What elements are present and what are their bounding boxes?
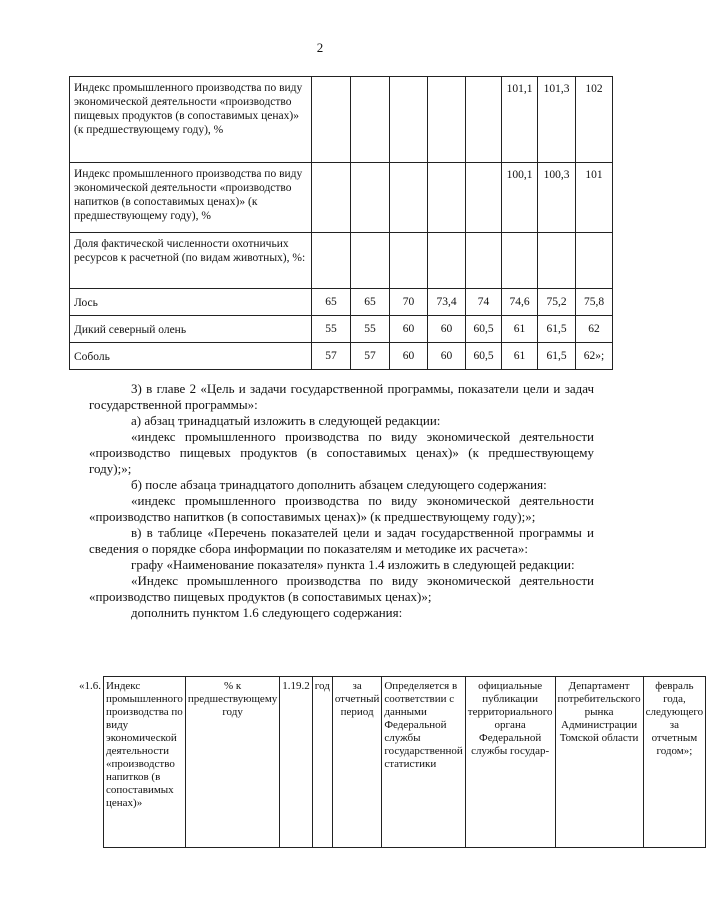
cell [428, 77, 466, 163]
paragraph: б) после абзаца тринадцатого дополнить абзацем следующего содержания: [131, 477, 547, 492]
cell: 101,3 [538, 77, 576, 163]
cell: 60 [428, 316, 466, 343]
amendment-text [89, 381, 594, 621]
periodicity: год [312, 677, 332, 848]
indicator-1-6-table [77, 676, 706, 848]
cell: 101 [576, 163, 613, 233]
cell: 61,5 [538, 316, 576, 343]
row-label: Доля фактической численности охотничьих ресурсов к расчетной (по видам животных), %: [70, 233, 312, 289]
cell: 62»; [576, 343, 613, 370]
cell [351, 77, 390, 163]
cell [576, 233, 613, 289]
page-number: 2 [316, 40, 324, 55]
cell: 55 [312, 316, 351, 343]
cell: 60 [390, 343, 428, 370]
cell [428, 163, 466, 233]
paragraph: графу «Наименование показателя» пункта 1.4 изложить в следующей редакции: [131, 557, 575, 572]
cell [466, 163, 502, 233]
cell: 61 [502, 343, 538, 370]
paragraph: «индекс промышленного производства по виду экономической деятельности «производство пищевых продуктов (в сопоставимых ценах)» (к предшествующему году);»; [89, 429, 594, 476]
table-row [77, 677, 706, 848]
table-row [70, 77, 613, 163]
cell [466, 233, 502, 289]
cell: 61,5 [538, 343, 576, 370]
cell: 65 [351, 289, 390, 316]
cell [312, 233, 351, 289]
cell: 60,5 [466, 316, 502, 343]
cell: 74,6 [502, 289, 538, 316]
cell: 57 [351, 343, 390, 370]
row-label: Лось [70, 289, 312, 316]
cell [428, 233, 466, 289]
paragraph: дополнить пунктом 1.6 следующего содержания: [131, 605, 403, 620]
cell: 75,8 [576, 289, 613, 316]
table-row [70, 289, 613, 316]
cell [351, 163, 390, 233]
cell [538, 233, 576, 289]
cell: 62 [576, 316, 613, 343]
unit: % к предшествующему году [185, 677, 279, 848]
row-label: Индекс промышленного производства по виду экономической деятельности «производство напитков (в сопоставимых ценах)» (к предшествующему году), % [70, 163, 312, 233]
cell: 73,4 [428, 289, 466, 316]
cell [312, 77, 351, 163]
cell [466, 77, 502, 163]
table-row [70, 233, 613, 289]
row-label: Дикий северный олень [70, 316, 312, 343]
cell: 74 [466, 289, 502, 316]
table-row [70, 163, 613, 233]
row-label: Соболь [70, 343, 312, 370]
cell: 100,1 [502, 163, 538, 233]
indicator-name: Индекс промышленного производства по виду экономической деятельности «производство напитков (в сопоставимых ценах)» [104, 677, 186, 848]
cell: 60 [390, 316, 428, 343]
responsible: Департамент потребительского рынка Администрации Томской области [555, 677, 643, 848]
cell [390, 77, 428, 163]
cell: 100,3 [538, 163, 576, 233]
cell: 70 [390, 289, 428, 316]
paragraph: «Индекс промышленного производства по виду экономической деятельности «производство пищевых продуктов (в сопоставимых ценах)»; [89, 573, 594, 604]
time-characteristic: за отчетный период [332, 677, 382, 848]
cell: 75,2 [538, 289, 576, 316]
cell: 102 [576, 77, 613, 163]
table-row [70, 316, 613, 343]
cell: 61 [502, 316, 538, 343]
cell: 101,1 [502, 77, 538, 163]
row-label: Индекс промышленного производства по виду экономической деятельности «производство пищевых продуктов (в сопоставимых ценах)» (к предшествующему году), % [70, 77, 312, 163]
item-number: «1.6. [77, 677, 104, 848]
code: 1.19.2 [280, 677, 313, 848]
cell [390, 233, 428, 289]
cell [312, 163, 351, 233]
cell: 60 [428, 343, 466, 370]
cell: 57 [312, 343, 351, 370]
cell [351, 233, 390, 289]
deadline: февраль года, следующего за отчетным годом»; [643, 677, 706, 848]
paragraph: а) абзац тринадцатый изложить в следующей редакции: [131, 413, 441, 428]
paragraph: «индекс промышленного производства по виду экономической деятельности «производство напитков (в сопоставимых ценах)» (к предшествующему году);»; [89, 493, 594, 524]
cell [390, 163, 428, 233]
cell: 60,5 [466, 343, 502, 370]
indicators-table [69, 76, 613, 370]
calculation-method: Определяется в соответствии с данными Федеральной службы государственной статистики [382, 677, 465, 848]
table-row [70, 343, 613, 370]
cell: 55 [351, 316, 390, 343]
cell: 65 [312, 289, 351, 316]
paragraph: 3) в главе 2 «Цель и задачи государственной программы, показатели цели и задач государственной программы»: [89, 381, 594, 412]
data-source: официальные публикации территориального органа Федеральной службы государ- [465, 677, 555, 848]
cell [502, 233, 538, 289]
paragraph: в) в таблице «Перечень показателей цели и задач государственной программы и сведения о порядке сбора информации по показателям и методике их расчета»: [89, 525, 594, 556]
